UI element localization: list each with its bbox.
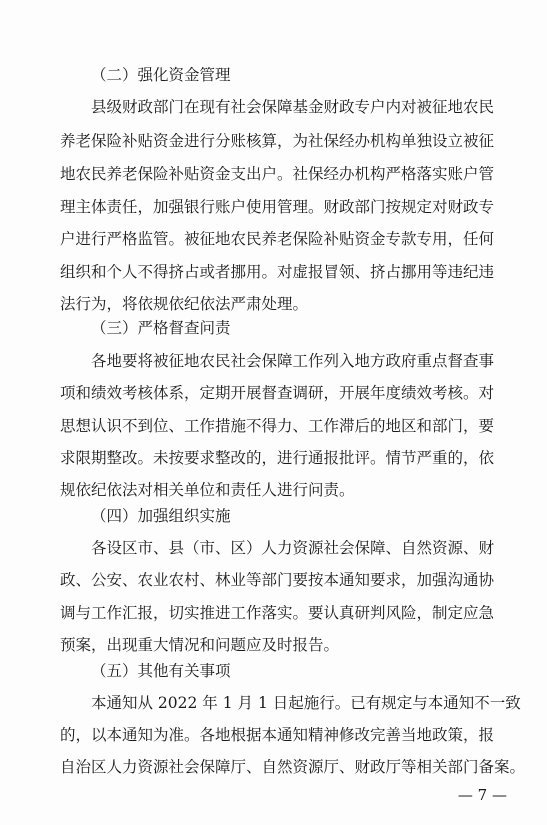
paragraph-line: 规依纪依法对相关单位和责任人进行问责。 <box>60 481 355 499</box>
section-heading-5: （五）其他有关事项 <box>91 662 231 680</box>
paragraph-line: 养老保险补贴资金进行分账核算，为社保经办机构单独设立被征 <box>60 132 495 150</box>
paragraph-line: 项和绩效考核体系，定期开展督查调研，开展年度绩效考核。对 <box>60 384 495 402</box>
paragraph-line: 各地要将被征地农民社会保障工作列入地方政府重点督查事 <box>91 352 495 370</box>
section-heading-3: （三）严格督查问责 <box>91 319 231 337</box>
paragraph-line: 各设区市、县（市、区）人力资源社会保障、自然资源、财 <box>91 539 495 557</box>
paragraph-line: 调与工作汇报，切实推进工作落实。要认真研判风险，制定应急 <box>60 604 495 622</box>
paragraph-line: 自治区人力资源社会保障厅、自然资源厅、财政厅等相关部门备案。 <box>60 758 526 776</box>
paragraph-line: 户进行严格监管。被征地农民养老保险补贴资金专款专用，任何 <box>60 230 495 248</box>
paragraph-line: 政、公安、农业农村、林业等部门要按本通知要求，加强沟通协 <box>60 571 495 589</box>
page-number: — 7 — <box>457 786 507 804</box>
section-heading-2: （二）强化资金管理 <box>91 66 231 84</box>
section-heading-4: （四）加强组织实施 <box>91 507 231 525</box>
paragraph-line: 理主体责任，加强银行账户使用管理。财政部门按规定对财政专 <box>60 198 495 216</box>
paragraph-line: 思想认识不到位、工作措施不得力、工作滞后的地区和部门，要 <box>60 417 495 435</box>
paragraph-line: 县级财政部门在现有社会保障基金财政专户内对被征地农民 <box>91 98 495 116</box>
paragraph-line: 法行为，将依规依纪依法严肃处理。 <box>60 295 309 313</box>
paragraph-line: 组织和个人不得挤占或者挪用。对虚报冒领、挤占挪用等违纪违 <box>60 263 495 281</box>
paragraph-line: 求限期整改。未按要求整改的，进行通报批评。情节严重的，依 <box>60 449 495 467</box>
paragraph-line: 的，以本通知为准。各地根据本通知精神修改完善当地政策，报 <box>60 726 495 744</box>
paragraph-line: 预案，出现重大情况和问题应及时报告。 <box>60 636 340 654</box>
paragraph-line: 本通知从 2022 年 1 月 1 日起施行。已有规定与本通知不一致 <box>91 694 521 712</box>
paragraph-line: 地农民养老保险补贴资金支出户。社保经办机构严格落实账户管 <box>60 165 495 183</box>
